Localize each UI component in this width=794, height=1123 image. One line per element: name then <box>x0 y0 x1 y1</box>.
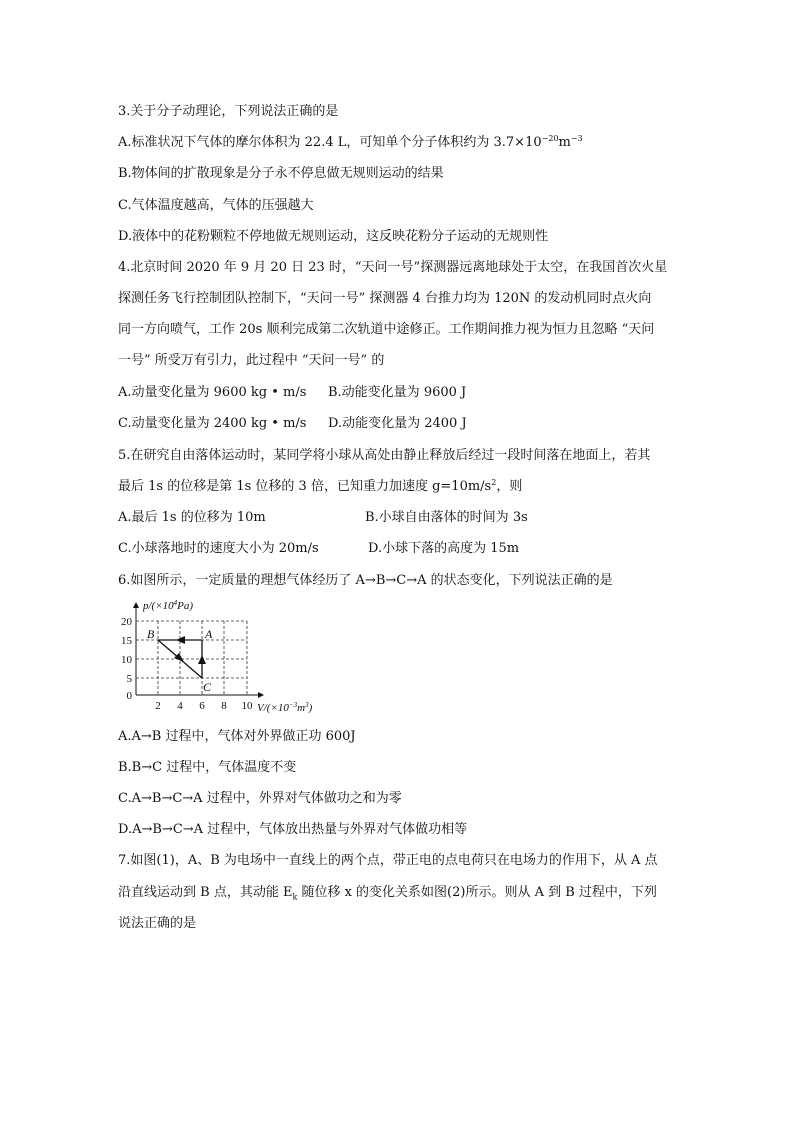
q5-option-d: D.小球下落的高度为 15m <box>368 541 520 556</box>
pv-y-axis-label <box>142 599 193 612</box>
q7-stem-line2-post: 随位移 x 的变化关系如图(2)所示。则从 A 到 B 过程中，下列 <box>297 885 657 900</box>
pv-x-axis-label <box>257 701 313 714</box>
pv-x-tick-8: 8 <box>221 700 227 712</box>
q3-option-a-unit: m <box>558 135 571 150</box>
q3-option-a-exponent: −20 <box>541 134 559 143</box>
q4-stem-line1: 4.北京时间 2020 年 9 月 20 日 23 时，“天问一号”探测器远离地球处于太空，在我国首次火星 <box>118 260 668 275</box>
q3-option-a-unit-exponent: −3 <box>570 134 583 143</box>
pv-x-axis-label-sup: −3 <box>288 701 298 709</box>
q3-stem: 3.关于分子动理论，下列说法正确的是 <box>118 104 339 119</box>
pv-x-axis-label-end: ) <box>308 702 313 714</box>
pv-x-tick-4: 4 <box>177 700 183 712</box>
q3-option-c: C.气体温度越高，气体的压强越大 <box>118 198 314 213</box>
pv-y-axis-label-sup: 4 <box>173 599 178 607</box>
q7-stem-line2-subscript: k <box>292 892 298 902</box>
pv-y-tick-20: 20 <box>121 616 132 628</box>
pv-y-axis-label-pre: p/(×10 <box>143 600 174 612</box>
pv-x-axis-label-unit: m <box>297 702 306 714</box>
q4-option-c: C.动量变化量为 2400 kg • m/s <box>118 416 307 431</box>
q7-stem-line2 <box>118 885 657 906</box>
q5-stem-line2 <box>118 479 522 495</box>
q6-option-c: C.A→B→C→A 过程中，外界对气体做功之和为零 <box>118 791 402 806</box>
q5-stem-line2-end: ，则 <box>496 479 523 494</box>
q4-stem-line3: 同一方向喷气，工作 20s 顺利完成第二次轨道中途修正。工作期间推力视为恒力且忽略 “天问 <box>118 322 655 337</box>
q5-stem-line2-superscript: 2 <box>491 478 497 487</box>
pv-arrow-c-to-a <box>198 655 206 664</box>
q4-stem-line2: 探测任务飞行控制团队控制下，“天问一号” 探测器 4 台推力均为 120N 的发动机同时点火向 <box>118 291 652 306</box>
pv-point-c-label: C <box>203 680 212 694</box>
q7-stem-line3: 说法正确的是 <box>118 916 197 931</box>
pv-y-tick-10: 10 <box>121 654 132 666</box>
q6-option-a: A.A→B 过程中，气体对外界做正功 600J <box>118 729 356 744</box>
q5-stem-line2-text: 最后 1s 的位移是第 1s 位移的 3 倍，已知重力加速度 g=10m/s <box>118 479 492 494</box>
q4-option-a: A.动量变化量为 9600 kg • m/s <box>118 385 307 400</box>
q6-option-b: B.B→C 过程中，气体温度不变 <box>118 760 297 775</box>
q3-option-a-text: A.标准状况下气体的摩尔体积为 22.4 L，可知单个分子体积约为 3.7×10 <box>118 135 542 150</box>
pv-x-axis-label-sup2: 3 <box>305 701 309 709</box>
pv-x-tick-10: 10 <box>241 700 253 712</box>
pv-x-tick-2: 2 <box>155 700 161 712</box>
q7-stem-line2-pre: 沿直线运动到 B 点，其动能 E <box>118 885 293 900</box>
pv-point-b-label: B <box>147 627 155 641</box>
q5-option-c: C.小球落地时的速度大小为 20m/s <box>118 541 319 556</box>
q6-stem: 6.如图所示，一定质量的理想气体经历了 A→B→C→A 的状态变化，下列说法正确的是 <box>118 573 613 588</box>
pv-x-axis-label-pre: V/(×10 <box>257 702 289 714</box>
pv-arrow-a-to-b <box>176 636 185 644</box>
q7-stem-line1: 7.如图(1)，A、B 为电场中一直线上的两个点，带正电的点电荷只在电场力的作用下，从 A 点 <box>118 853 658 868</box>
q4-option-b: B.动能变化量为 9600 J <box>328 385 467 400</box>
q5-option-b: B.小球自由落体的时间为 3s <box>365 510 528 525</box>
q4-stem-line4: 一号” 所受万有引力，此过程中 “天问一号” 的 <box>118 353 385 368</box>
q5-stem-line1: 5.在研究自由落体运动时，某同学将小球从高处由静止释放后经过一段时间落在地面上，若其 <box>118 448 651 463</box>
q3-option-d: D.液体中的花粉颗粒不停地做无规则运动，这反映花粉分子运动的无规则性 <box>118 229 549 244</box>
pv-y-tick-15: 15 <box>121 635 132 647</box>
q3-option-b: B.物体间的扩散现象是分子永不停息做无规则运动的结果 <box>118 166 444 181</box>
pv-point-a-label: A <box>205 627 213 641</box>
q3-option-a <box>118 135 583 151</box>
pv-diagram-svg <box>113 597 335 717</box>
q5-option-a: A.最后 1s 的位移为 10m <box>118 510 266 525</box>
q6-option-d: D.A→B→C→A 过程中，气体放出热量与外界对气体做功相等 <box>118 822 468 837</box>
pv-x-tick-6: 6 <box>199 700 205 712</box>
q4-option-d: D.动能变化量为 2400 J <box>328 416 467 431</box>
pv-y-tick-5: 5 <box>126 673 132 685</box>
pv-diagram <box>113 597 335 717</box>
pv-y-tick-0: 0 <box>126 690 132 702</box>
pv-y-axis-label-post: Pa) <box>177 600 194 612</box>
